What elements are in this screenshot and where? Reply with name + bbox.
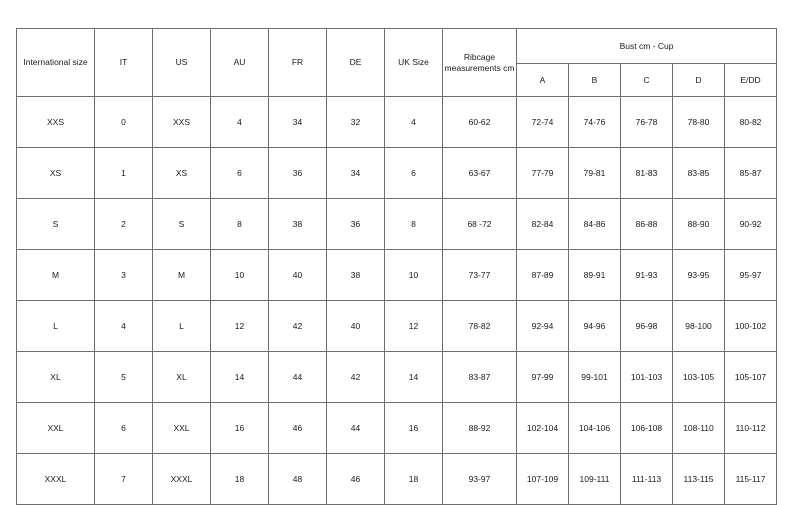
- cell-cup-d: 88-90: [673, 199, 725, 250]
- cell-cup-e-dd: 105-107: [725, 352, 777, 403]
- cell-uk: 8: [385, 199, 443, 250]
- cell-de: 38: [327, 250, 385, 301]
- cell-cup-a: 82-84: [517, 199, 569, 250]
- table-header: [17, 29, 777, 97]
- cell-cup-b: 104-106: [569, 403, 621, 454]
- cell-us: L: [153, 301, 211, 352]
- cell-cup-a: 97-99: [517, 352, 569, 403]
- cell-de: 42: [327, 352, 385, 403]
- cell-ribcage: 78-82: [443, 301, 517, 352]
- cell-cup-d: 93-95: [673, 250, 725, 301]
- table-body: [17, 97, 777, 505]
- size-chart-table: [16, 28, 777, 505]
- cell-uk: 10: [385, 250, 443, 301]
- cell-international-size: XXXL: [17, 454, 95, 505]
- cell-cup-a: 72-74: [517, 97, 569, 148]
- cell-cup-c: 101-103: [621, 352, 673, 403]
- column-header-us: US: [153, 29, 211, 97]
- table-row: [17, 148, 777, 199]
- cell-ribcage: 83-87: [443, 352, 517, 403]
- cell-cup-e-dd: 90-92: [725, 199, 777, 250]
- column-header-international-size: International size: [17, 29, 95, 97]
- cell-us: XS: [153, 148, 211, 199]
- table-row: [17, 454, 777, 505]
- cell-uk: 4: [385, 97, 443, 148]
- cell-international-size: XXS: [17, 97, 95, 148]
- cell-cup-d: 78-80: [673, 97, 725, 148]
- cell-au: 6: [211, 148, 269, 199]
- cell-cup-b: 94-96: [569, 301, 621, 352]
- table-row: [17, 199, 777, 250]
- cell-cup-c: 81-83: [621, 148, 673, 199]
- column-header-uk-size: UK Size: [385, 29, 443, 97]
- cell-au: 10: [211, 250, 269, 301]
- cell-de: 32: [327, 97, 385, 148]
- column-header-ribcage-measurements: Ribcage measurements cm: [443, 29, 517, 97]
- cell-fr: 46: [269, 403, 327, 454]
- cell-international-size: XXL: [17, 403, 95, 454]
- cell-cup-c: 106-108: [621, 403, 673, 454]
- cell-cup-c: 76-78: [621, 97, 673, 148]
- cell-cup-a: 87-89: [517, 250, 569, 301]
- cell-it: 3: [95, 250, 153, 301]
- cell-cup-b: 89-91: [569, 250, 621, 301]
- cell-international-size: S: [17, 199, 95, 250]
- cell-au: 12: [211, 301, 269, 352]
- cell-cup-b: 74-76: [569, 97, 621, 148]
- column-group-header-bust-cup: Bust cm - Cup: [517, 29, 777, 64]
- cell-fr: 38: [269, 199, 327, 250]
- cell-it: 0: [95, 97, 153, 148]
- cell-fr: 36: [269, 148, 327, 199]
- cell-ribcage: 93-97: [443, 454, 517, 505]
- table-row: [17, 97, 777, 148]
- cell-cup-b: 84-86: [569, 199, 621, 250]
- cell-cup-c: 96-98: [621, 301, 673, 352]
- table-row: [17, 250, 777, 301]
- cell-cup-d: 98-100: [673, 301, 725, 352]
- cell-cup-d: 108-110: [673, 403, 725, 454]
- cell-cup-e-dd: 110-112: [725, 403, 777, 454]
- column-header-cup-b: B: [569, 64, 621, 97]
- cell-it: 5: [95, 352, 153, 403]
- cell-cup-a: 102-104: [517, 403, 569, 454]
- cell-de: 40: [327, 301, 385, 352]
- cell-fr: 48: [269, 454, 327, 505]
- cell-uk: 16: [385, 403, 443, 454]
- column-header-fr: FR: [269, 29, 327, 97]
- cell-uk: 14: [385, 352, 443, 403]
- cell-it: 6: [95, 403, 153, 454]
- header-row-top: [17, 29, 777, 64]
- cell-it: 2: [95, 199, 153, 250]
- cell-fr: 42: [269, 301, 327, 352]
- cell-cup-c: 91-93: [621, 250, 673, 301]
- cell-cup-a: 92-94: [517, 301, 569, 352]
- cell-cup-b: 79-81: [569, 148, 621, 199]
- cell-us: S: [153, 199, 211, 250]
- cell-de: 44: [327, 403, 385, 454]
- cell-cup-d: 103-105: [673, 352, 725, 403]
- cell-ribcage: 88-92: [443, 403, 517, 454]
- cell-cup-e-dd: 100-102: [725, 301, 777, 352]
- column-header-cup-c: C: [621, 64, 673, 97]
- cell-au: 4: [211, 97, 269, 148]
- cell-us: XXXL: [153, 454, 211, 505]
- cell-cup-e-dd: 85-87: [725, 148, 777, 199]
- cell-cup-e-dd: 80-82: [725, 97, 777, 148]
- cell-cup-d: 83-85: [673, 148, 725, 199]
- cell-de: 46: [327, 454, 385, 505]
- cell-ribcage: 63-67: [443, 148, 517, 199]
- cell-it: 1: [95, 148, 153, 199]
- cell-us: M: [153, 250, 211, 301]
- column-header-de: DE: [327, 29, 385, 97]
- cell-au: 18: [211, 454, 269, 505]
- column-header-cup-e-dd: E/DD: [725, 64, 777, 97]
- column-header-cup-d: D: [673, 64, 725, 97]
- cell-au: 14: [211, 352, 269, 403]
- cell-international-size: XS: [17, 148, 95, 199]
- cell-au: 8: [211, 199, 269, 250]
- cell-international-size: L: [17, 301, 95, 352]
- cell-fr: 40: [269, 250, 327, 301]
- cell-fr: 44: [269, 352, 327, 403]
- cell-au: 16: [211, 403, 269, 454]
- cell-cup-b: 109-111: [569, 454, 621, 505]
- cell-us: XXL: [153, 403, 211, 454]
- cell-it: 7: [95, 454, 153, 505]
- cell-uk: 12: [385, 301, 443, 352]
- cell-us: XL: [153, 352, 211, 403]
- cell-cup-a: 77-79: [517, 148, 569, 199]
- table-row: [17, 403, 777, 454]
- cell-cup-c: 86-88: [621, 199, 673, 250]
- cell-cup-c: 111-113: [621, 454, 673, 505]
- column-header-cup-a: A: [517, 64, 569, 97]
- cell-international-size: XL: [17, 352, 95, 403]
- cell-cup-b: 99-101: [569, 352, 621, 403]
- table-row: [17, 301, 777, 352]
- cell-uk: 18: [385, 454, 443, 505]
- cell-cup-e-dd: 115-117: [725, 454, 777, 505]
- cell-uk: 6: [385, 148, 443, 199]
- cell-ribcage: 68 -72: [443, 199, 517, 250]
- cell-de: 36: [327, 199, 385, 250]
- cell-ribcage: 73-77: [443, 250, 517, 301]
- cell-us: XXS: [153, 97, 211, 148]
- column-header-it: IT: [95, 29, 153, 97]
- cell-fr: 34: [269, 97, 327, 148]
- cell-it: 4: [95, 301, 153, 352]
- column-header-au: AU: [211, 29, 269, 97]
- cell-ribcage: 60-62: [443, 97, 517, 148]
- cell-cup-e-dd: 95-97: [725, 250, 777, 301]
- cell-de: 34: [327, 148, 385, 199]
- table-row: [17, 352, 777, 403]
- cell-cup-d: 113-115: [673, 454, 725, 505]
- cell-cup-a: 107-109: [517, 454, 569, 505]
- cell-international-size: M: [17, 250, 95, 301]
